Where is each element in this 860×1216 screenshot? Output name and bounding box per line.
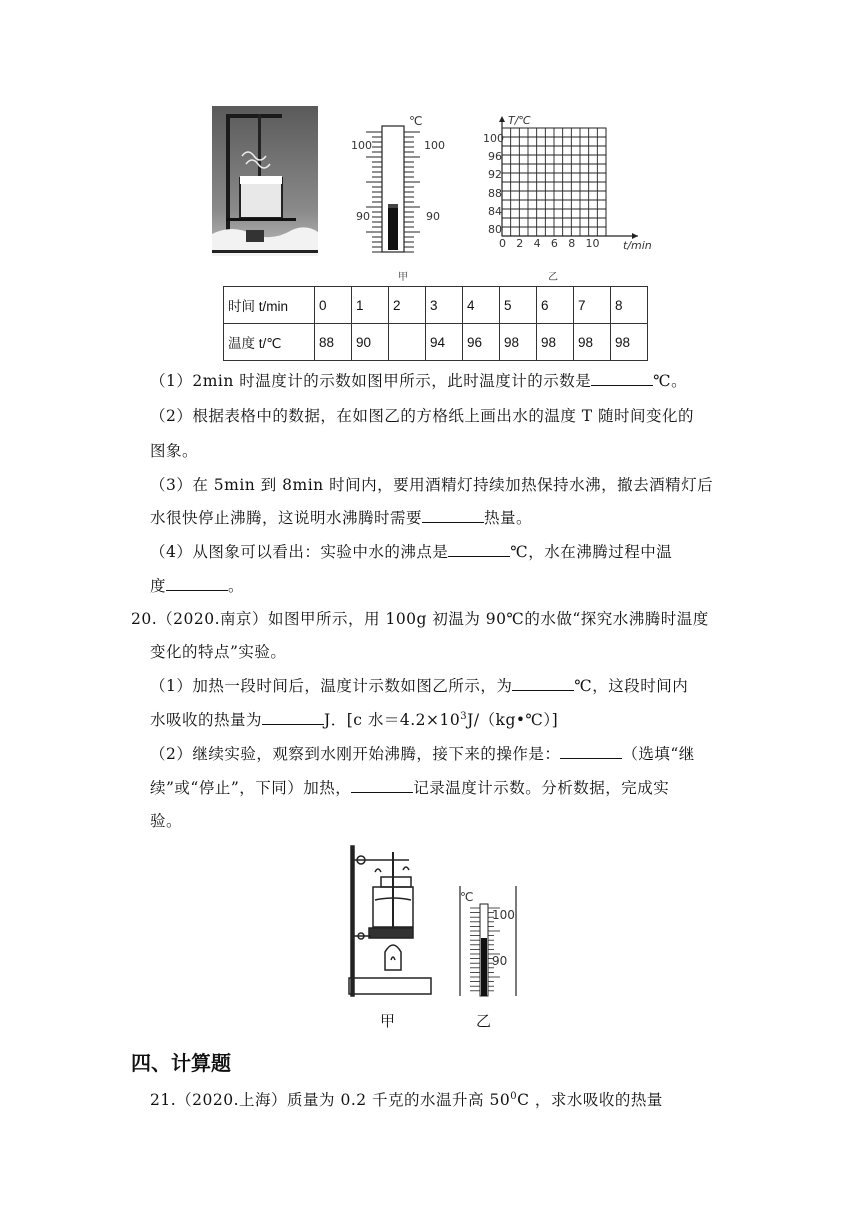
q20-line2: 变化的特点”实验。 bbox=[150, 643, 287, 661]
thermo-90-right: 90 bbox=[426, 210, 440, 223]
table-cell: 2 bbox=[389, 287, 426, 324]
q21-line1: 21.（2020.上海）质量为 0.2 千克的水温升高 $50^0C$ ，求水吸收的热量 bbox=[150, 1090, 663, 1109]
table-cell: 温度 t/℃ bbox=[224, 324, 315, 361]
answer-blank[interactable] bbox=[422, 508, 484, 523]
grid-x-tick: 4 bbox=[533, 237, 541, 250]
table-cell: 98 bbox=[500, 324, 537, 361]
thermo2-unit: ℃ bbox=[460, 890, 474, 904]
table-row-temp bbox=[224, 324, 648, 361]
table-cell: 6 bbox=[537, 287, 574, 324]
table-cell: 3 bbox=[426, 287, 463, 324]
thermo-100-left: 100 bbox=[351, 139, 372, 152]
caption-yi-1: 乙 bbox=[548, 272, 558, 283]
q20-line6: 续”或“停止”，下同）加热， 记录温度计示数。分析数据，完成实 bbox=[150, 779, 670, 797]
boiling-apparatus-photo bbox=[212, 106, 318, 256]
q19-part4-line1: （4）从图象可以看出：实验中水的沸点是 ℃，水在沸腾过程中温 bbox=[150, 543, 673, 561]
grid-y-tick: 96 bbox=[488, 150, 502, 164]
time-temperature-table bbox=[223, 286, 648, 361]
answer-blank[interactable] bbox=[166, 576, 228, 591]
thermo-90-left: 90 bbox=[356, 210, 370, 223]
grid-y-tick: 92 bbox=[488, 168, 502, 182]
table-cell: 1 bbox=[352, 287, 389, 324]
grid-paper-yi bbox=[478, 108, 658, 254]
table-cell: 98 bbox=[611, 324, 648, 361]
table-cell: 88 bbox=[315, 324, 352, 361]
table-cell: 94 bbox=[426, 324, 463, 361]
q20-line1: 20.（2020.南京）如图甲所示，用 100g 初温为 90℃的水做“探究水沸腾时温度 bbox=[131, 610, 709, 628]
grid-y-tick: 88 bbox=[488, 186, 502, 200]
section-title: 四、计算题 bbox=[131, 1051, 231, 1075]
q19-part3-line2: 水很快停止沸腾，这说明水沸腾时需要 热量。 bbox=[150, 509, 533, 527]
q20-line7: 验。 bbox=[150, 812, 183, 830]
caption-jia-2: 甲 bbox=[380, 1012, 396, 1030]
grid-x-label: t/min bbox=[623, 239, 652, 252]
table-cell: 7 bbox=[574, 287, 611, 324]
answer-blank[interactable] bbox=[512, 676, 574, 691]
grid-y-tick: 100 bbox=[483, 132, 504, 145]
table-row-time bbox=[224, 287, 648, 324]
table-cell: 90 bbox=[352, 324, 389, 361]
thermometer-jia bbox=[348, 112, 448, 260]
grid-x-tick: 10 bbox=[585, 237, 600, 250]
q19-part4-line2: 度 。 bbox=[150, 577, 245, 595]
caption-yi-2: 乙 bbox=[476, 1012, 492, 1030]
grid-x-tick: 8 bbox=[568, 237, 576, 250]
thermo2-90: 90 bbox=[492, 954, 508, 968]
table-cell bbox=[389, 324, 426, 361]
caption-jia-1: 甲 bbox=[398, 272, 408, 283]
answer-blank[interactable] bbox=[262, 710, 324, 725]
thermo2-100: 100 bbox=[492, 908, 515, 922]
table-cell: 8 bbox=[611, 287, 648, 324]
q20-line5: （2）继续实验，观察到水刚开始沸腾，接下来的操作是： （选填“继 bbox=[150, 745, 695, 763]
answer-blank[interactable] bbox=[560, 744, 622, 759]
thermo-100-right: 100 bbox=[424, 139, 445, 152]
grid-y-tick: 80 bbox=[488, 223, 502, 236]
table-cell: 4 bbox=[463, 287, 500, 324]
table-cell: 5 bbox=[500, 287, 537, 324]
grid-y-label: T/℃ bbox=[508, 114, 531, 127]
table-cell: 98 bbox=[537, 324, 574, 361]
thermo-unit: ℃ bbox=[409, 114, 423, 128]
grid-x-tick: 2 bbox=[516, 237, 524, 250]
grid-x-tick: 6 bbox=[550, 237, 558, 250]
q20-line3: （1）加热一段时间后，温度计示数如图乙所示，为 ℃，这段时间内 bbox=[150, 677, 689, 695]
q19-part1: （1）2min 时温度计的示数如图甲所示，此时温度计的示数是 ℃。 bbox=[150, 372, 688, 390]
answer-blank[interactable] bbox=[448, 542, 510, 557]
q19-part3-line1: （3）在 5min 到 8min 时间内，要用酒精灯持续加热保持水沸，撤去酒精灯后 bbox=[150, 476, 714, 494]
table-cell: 98 bbox=[574, 324, 611, 361]
q19-part2-line2: 图象。 bbox=[150, 442, 199, 460]
answer-blank[interactable] bbox=[591, 371, 653, 386]
table-cell: 时间 t/min bbox=[224, 287, 315, 324]
q20-line4: 水吸收的热量为 J．[c 水$=4.2\times 10^3J/(kg•℃)$] bbox=[150, 710, 559, 729]
grid-y-tick: 84 bbox=[488, 204, 502, 218]
answer-blank[interactable] bbox=[351, 778, 413, 793]
q19-part2-line1: （2）根据表格中的数据，在如图乙的方格纸上画出水的温度 T 随时间变化的 bbox=[150, 407, 695, 425]
table-cell: 96 bbox=[463, 324, 500, 361]
boiling-apparatus-drawing bbox=[345, 842, 435, 1000]
grid-x-tick: 0 bbox=[499, 237, 506, 250]
table-cell: 0 bbox=[315, 287, 352, 324]
